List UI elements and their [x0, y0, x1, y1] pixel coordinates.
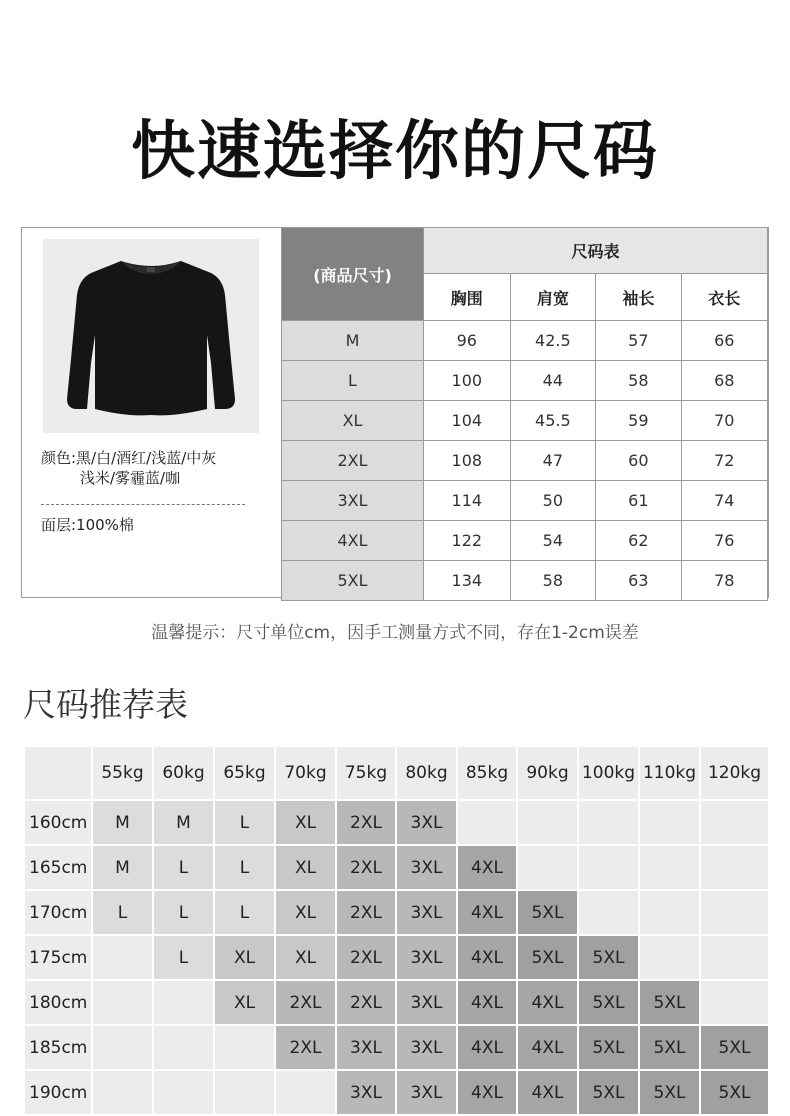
empty-cell [457, 800, 517, 845]
measurement-note: 温馨提示：尺寸单位cm，因手工测量方式不同，存在1-2cm误差 [151, 623, 639, 643]
recommended-size: 2XL [336, 800, 396, 845]
empty-cell [92, 1070, 153, 1115]
empty-cell [578, 890, 639, 935]
recommended-size: 3XL [396, 1025, 457, 1070]
recommended-size: 2XL [336, 845, 396, 890]
empty-cell [153, 1070, 214, 1115]
measure-value: 42.5 [510, 321, 596, 361]
recommended-size: XL [275, 845, 336, 890]
product-image [43, 239, 259, 433]
size-card [21, 227, 769, 598]
empty-cell [700, 845, 769, 890]
measure-value: 47 [510, 441, 596, 481]
height-label: 170cm [24, 890, 92, 935]
recommended-size: 5XL [578, 935, 639, 980]
recommended-size: 3XL [396, 845, 457, 890]
height-label: 160cm [24, 800, 92, 845]
recommended-size: 4XL [517, 980, 578, 1025]
column-header: 衣长 [681, 274, 767, 321]
recommended-size: 5XL [517, 935, 578, 980]
empty-cell [153, 1025, 214, 1070]
recommended-size: 5XL [700, 1025, 769, 1070]
recommended-size: 3XL [396, 1070, 457, 1115]
table-row [282, 401, 768, 441]
size-recommend-table [23, 745, 770, 1116]
weight-header: 90kg [517, 746, 578, 800]
recommended-size: 4XL [457, 845, 517, 890]
measure-value: 61 [596, 481, 681, 521]
table-row [282, 481, 768, 521]
page-title: 快速选择你的尺码 [131, 115, 659, 189]
table-row [24, 935, 769, 980]
recommended-size: 2XL [336, 890, 396, 935]
column-header: 肩宽 [510, 274, 596, 321]
recommended-size: 3XL [396, 800, 457, 845]
measure-value: 45.5 [510, 401, 596, 441]
column-header: 袖长 [596, 274, 681, 321]
measure-value: 57 [596, 321, 681, 361]
weight-header: 70kg [275, 746, 336, 800]
empty-cell [700, 980, 769, 1025]
measure-value: 44 [510, 361, 596, 401]
recommended-size: 3XL [396, 980, 457, 1025]
measure-value: 54 [510, 521, 596, 561]
table-row [24, 845, 769, 890]
recommended-size: L [214, 800, 275, 845]
recommended-size: 3XL [336, 1025, 396, 1070]
recommended-size: 5XL [639, 1025, 700, 1070]
recommended-size: XL [275, 800, 336, 845]
weight-header: 55kg [92, 746, 153, 800]
measure-value: 78 [681, 561, 767, 601]
recommended-size: 5XL [517, 890, 578, 935]
empty-cell [639, 845, 700, 890]
size-label: L [282, 361, 424, 401]
size-label: 2XL [282, 441, 424, 481]
measure-value: 134 [424, 561, 511, 601]
empty-cell [700, 890, 769, 935]
table-row [282, 361, 768, 401]
recommended-size: 4XL [517, 1070, 578, 1115]
recommended-size: M [92, 845, 153, 890]
recommended-size: XL [275, 935, 336, 980]
table-row [24, 890, 769, 935]
recommended-size: 3XL [396, 890, 457, 935]
measure-value: 122 [424, 521, 511, 561]
recommended-size: L [153, 845, 214, 890]
empty-cell [639, 800, 700, 845]
recommended-size: L [214, 845, 275, 890]
recommended-size: 5XL [639, 1070, 700, 1115]
weight-header: 80kg [396, 746, 457, 800]
recommended-size: XL [214, 935, 275, 980]
recommended-size: 5XL [578, 1025, 639, 1070]
recommended-size: 5XL [700, 1070, 769, 1115]
recommended-size: XL [275, 890, 336, 935]
recommended-size: L [153, 935, 214, 980]
measure-value: 76 [681, 521, 767, 561]
recommended-size: M [153, 800, 214, 845]
table-row [282, 561, 768, 601]
measure-value: 68 [681, 361, 767, 401]
size-label: 3XL [282, 481, 424, 521]
empty-cell [700, 800, 769, 845]
height-label: 185cm [24, 1025, 92, 1070]
measure-value: 104 [424, 401, 511, 441]
empty-cell [92, 935, 153, 980]
corner-cell [24, 746, 92, 800]
size-label: M [282, 321, 424, 361]
measure-value: 58 [596, 361, 681, 401]
recommended-size: 4XL [517, 1025, 578, 1070]
recommended-size: 5XL [578, 980, 639, 1025]
measure-value: 50 [510, 481, 596, 521]
table-row [282, 441, 768, 481]
weight-header: 120kg [700, 746, 769, 800]
recommended-size: 5XL [578, 1070, 639, 1115]
column-header: 胸围 [424, 274, 511, 321]
empty-cell [92, 980, 153, 1025]
recommend-title: 尺码推荐表 [23, 685, 188, 724]
measure-value: 100 [424, 361, 511, 401]
measure-value: 72 [681, 441, 767, 481]
empty-cell [214, 1025, 275, 1070]
measure-value: 114 [424, 481, 511, 521]
empty-cell [214, 1070, 275, 1115]
height-label: 190cm [24, 1070, 92, 1115]
recommended-size: 4XL [457, 980, 517, 1025]
material-info: 面层:100%棉 [41, 516, 134, 534]
recommended-size: XL [214, 980, 275, 1025]
empty-cell [275, 1070, 336, 1115]
recommended-size: 4XL [457, 1070, 517, 1115]
recommended-size: 2XL [275, 1025, 336, 1070]
empty-cell [153, 980, 214, 1025]
weight-header: 110kg [639, 746, 700, 800]
recommended-size: L [214, 890, 275, 935]
recommended-size: L [92, 890, 153, 935]
measure-value: 96 [424, 321, 511, 361]
weight-header: 100kg [578, 746, 639, 800]
measure-value: 70 [681, 401, 767, 441]
size-measure-table [281, 227, 768, 601]
measure-value: 63 [596, 561, 681, 601]
measure-value: 58 [510, 561, 596, 601]
height-label: 165cm [24, 845, 92, 890]
recommended-size: L [153, 890, 214, 935]
weight-header: 85kg [457, 746, 517, 800]
table-row [24, 980, 769, 1025]
recommended-size: 2XL [336, 935, 396, 980]
recommended-size: 4XL [457, 935, 517, 980]
table-row [24, 1070, 769, 1115]
measure-value: 74 [681, 481, 767, 521]
recommended-size: 4XL [457, 890, 517, 935]
measure-value: 108 [424, 441, 511, 481]
recommended-size: 2XL [336, 980, 396, 1025]
product-size-header: (商品尺寸) [282, 228, 424, 321]
color-options-continued: 浅米/雾霾蓝/咖 [80, 469, 181, 487]
measure-value: 66 [681, 321, 767, 361]
table-row [282, 521, 768, 561]
size-label: 4XL [282, 521, 424, 561]
empty-cell [578, 800, 639, 845]
recommended-size: 3XL [336, 1070, 396, 1115]
weight-header: 65kg [214, 746, 275, 800]
recommended-size: 4XL [457, 1025, 517, 1070]
empty-cell [700, 935, 769, 980]
measure-value: 62 [596, 521, 681, 561]
height-label: 175cm [24, 935, 92, 980]
measure-value: 60 [596, 441, 681, 481]
recommended-size: M [92, 800, 153, 845]
weight-header: 75kg [336, 746, 396, 800]
divider [41, 504, 245, 505]
size-table-header: 尺码表 [424, 228, 768, 274]
empty-cell [578, 845, 639, 890]
empty-cell [92, 1025, 153, 1070]
measure-value: 59 [596, 401, 681, 441]
empty-cell [517, 800, 578, 845]
recommended-size: 3XL [396, 935, 457, 980]
empty-cell [639, 935, 700, 980]
empty-cell [517, 845, 578, 890]
table-row [24, 1025, 769, 1070]
height-label: 180cm [24, 980, 92, 1025]
size-label: 5XL [282, 561, 424, 601]
weight-header: 60kg [153, 746, 214, 800]
black-long-sleeve-tshirt-icon [43, 239, 259, 433]
color-options: 颜色:黑/白/酒红/浅蓝/中灰 [41, 449, 217, 467]
table-row [282, 321, 768, 361]
size-label: XL [282, 401, 424, 441]
recommended-size: 2XL [275, 980, 336, 1025]
table-row [24, 800, 769, 845]
empty-cell [639, 890, 700, 935]
recommended-size: 5XL [639, 980, 700, 1025]
product-info-panel [22, 228, 282, 597]
